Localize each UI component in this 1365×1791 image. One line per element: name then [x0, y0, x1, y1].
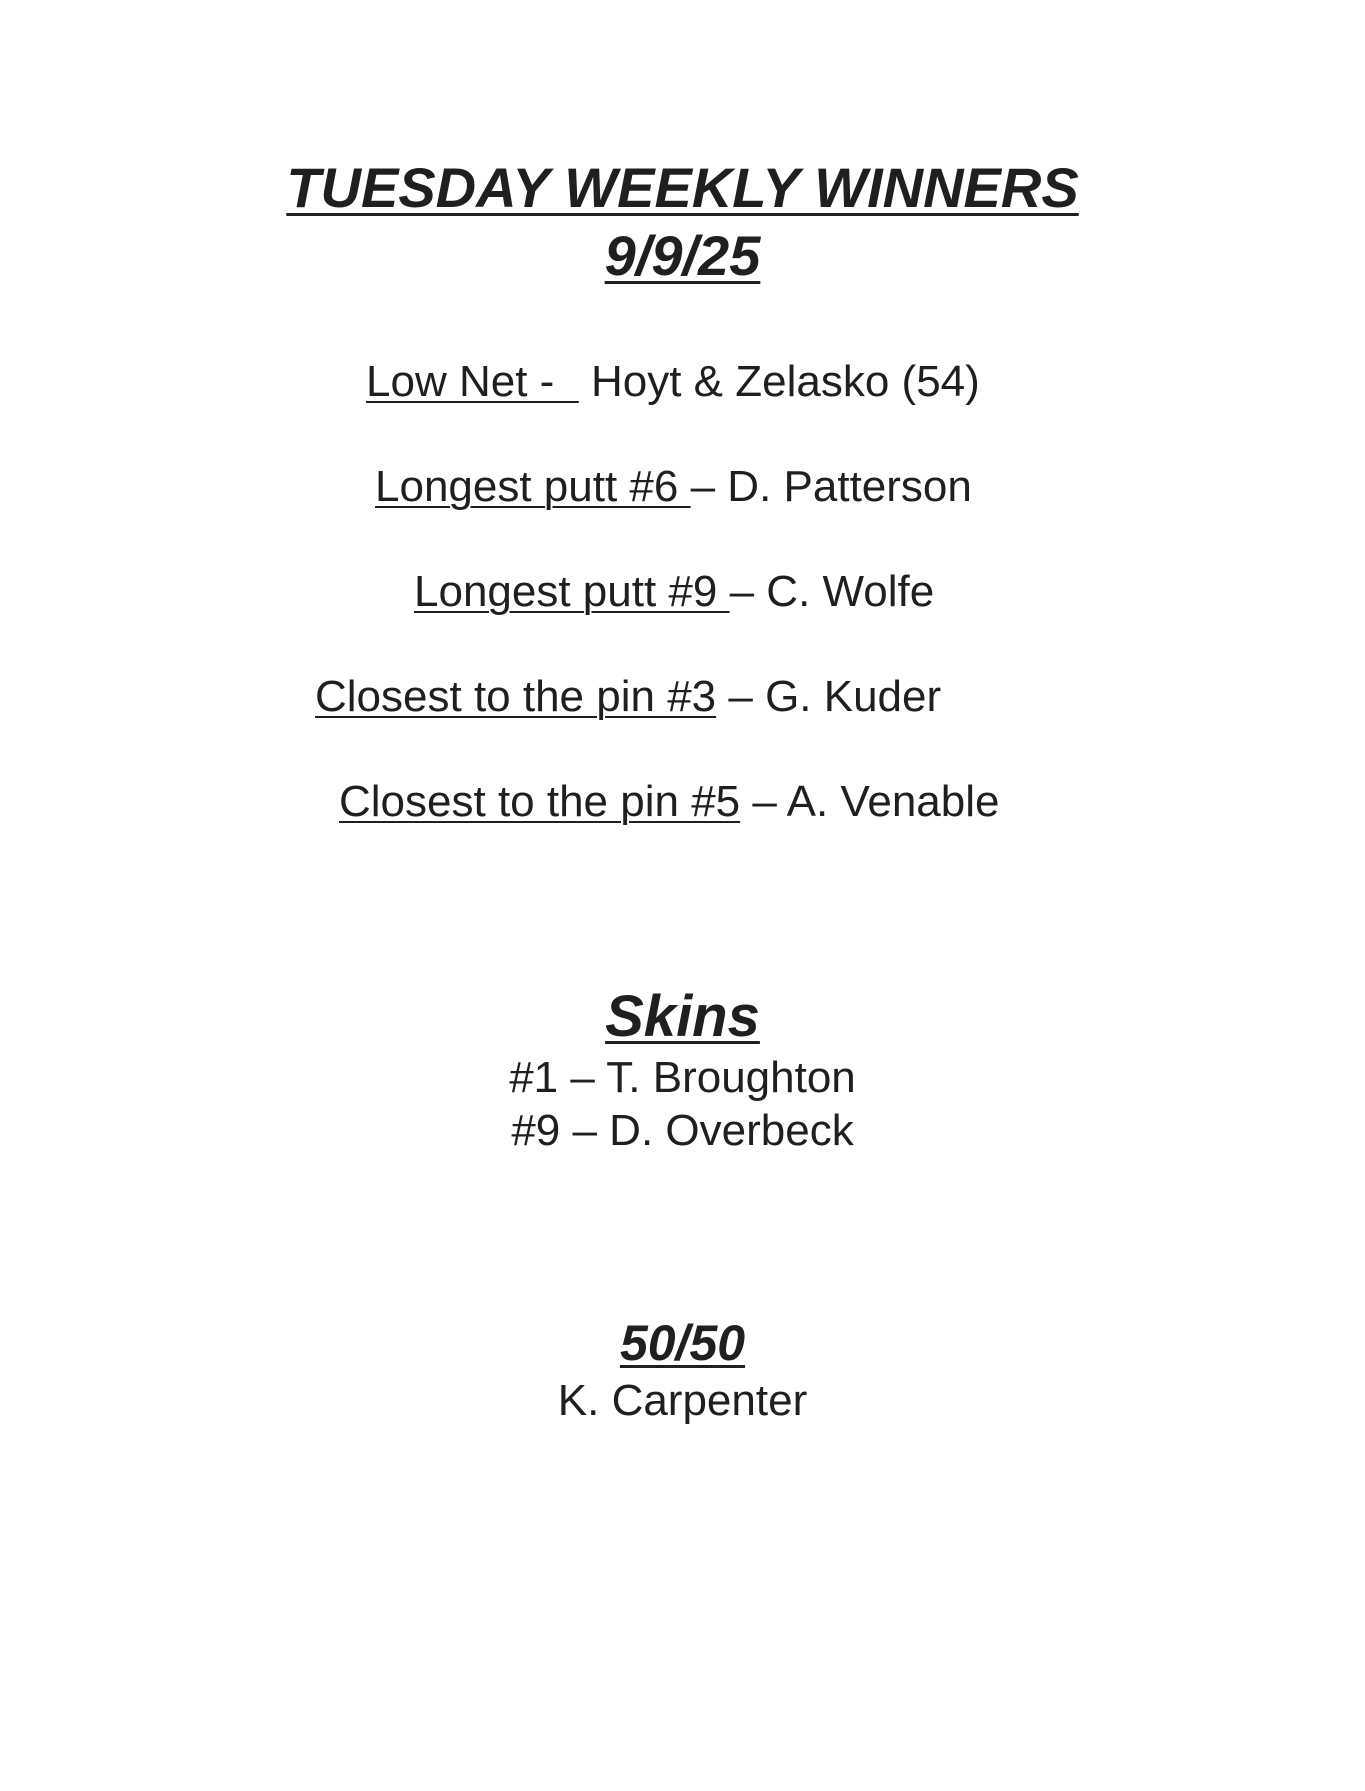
skins-heading: Skins [605, 984, 760, 1049]
event-date: 9/9/25 [604, 224, 761, 287]
award-label: Longest putt #6 [375, 462, 691, 511]
award-separator: – [740, 777, 787, 826]
award-separator [579, 357, 591, 406]
award-winner: G. Kuder [765, 672, 942, 721]
award-closest-pin-3 [315, 671, 941, 723]
award-low-net [366, 356, 980, 408]
award-separator: – [729, 567, 767, 616]
award-separator: – [716, 672, 766, 721]
page-title: TUESDAY WEEKLY WINNERS [286, 156, 1079, 219]
award-winner: Hoyt & Zelasko (54) [590, 357, 980, 406]
award-closest-pin-5 [339, 776, 1000, 828]
award-winner: D. Patterson [727, 462, 972, 511]
award-label: Longest putt #9 [414, 567, 730, 616]
award-winner: C. Wolfe [766, 567, 935, 616]
skins-entry: #1 – T. Broughton [509, 1053, 856, 1102]
award-separator: – [690, 462, 728, 511]
skins-entry: #9 – D. Overbeck [511, 1106, 854, 1155]
award-label: Closest to the pin #5 [339, 777, 741, 826]
award-label: Low Net - [366, 357, 579, 406]
award-label: Closest to the pin #3 [315, 672, 717, 721]
fifty-fifty-winner: K. Carpenter [557, 1376, 808, 1425]
award-longest-putt-9 [414, 566, 934, 618]
award-longest-putt-6 [375, 461, 972, 513]
fifty-fifty-heading: 50/50 [619, 1315, 746, 1371]
award-winner: A. Venable [786, 777, 1000, 826]
